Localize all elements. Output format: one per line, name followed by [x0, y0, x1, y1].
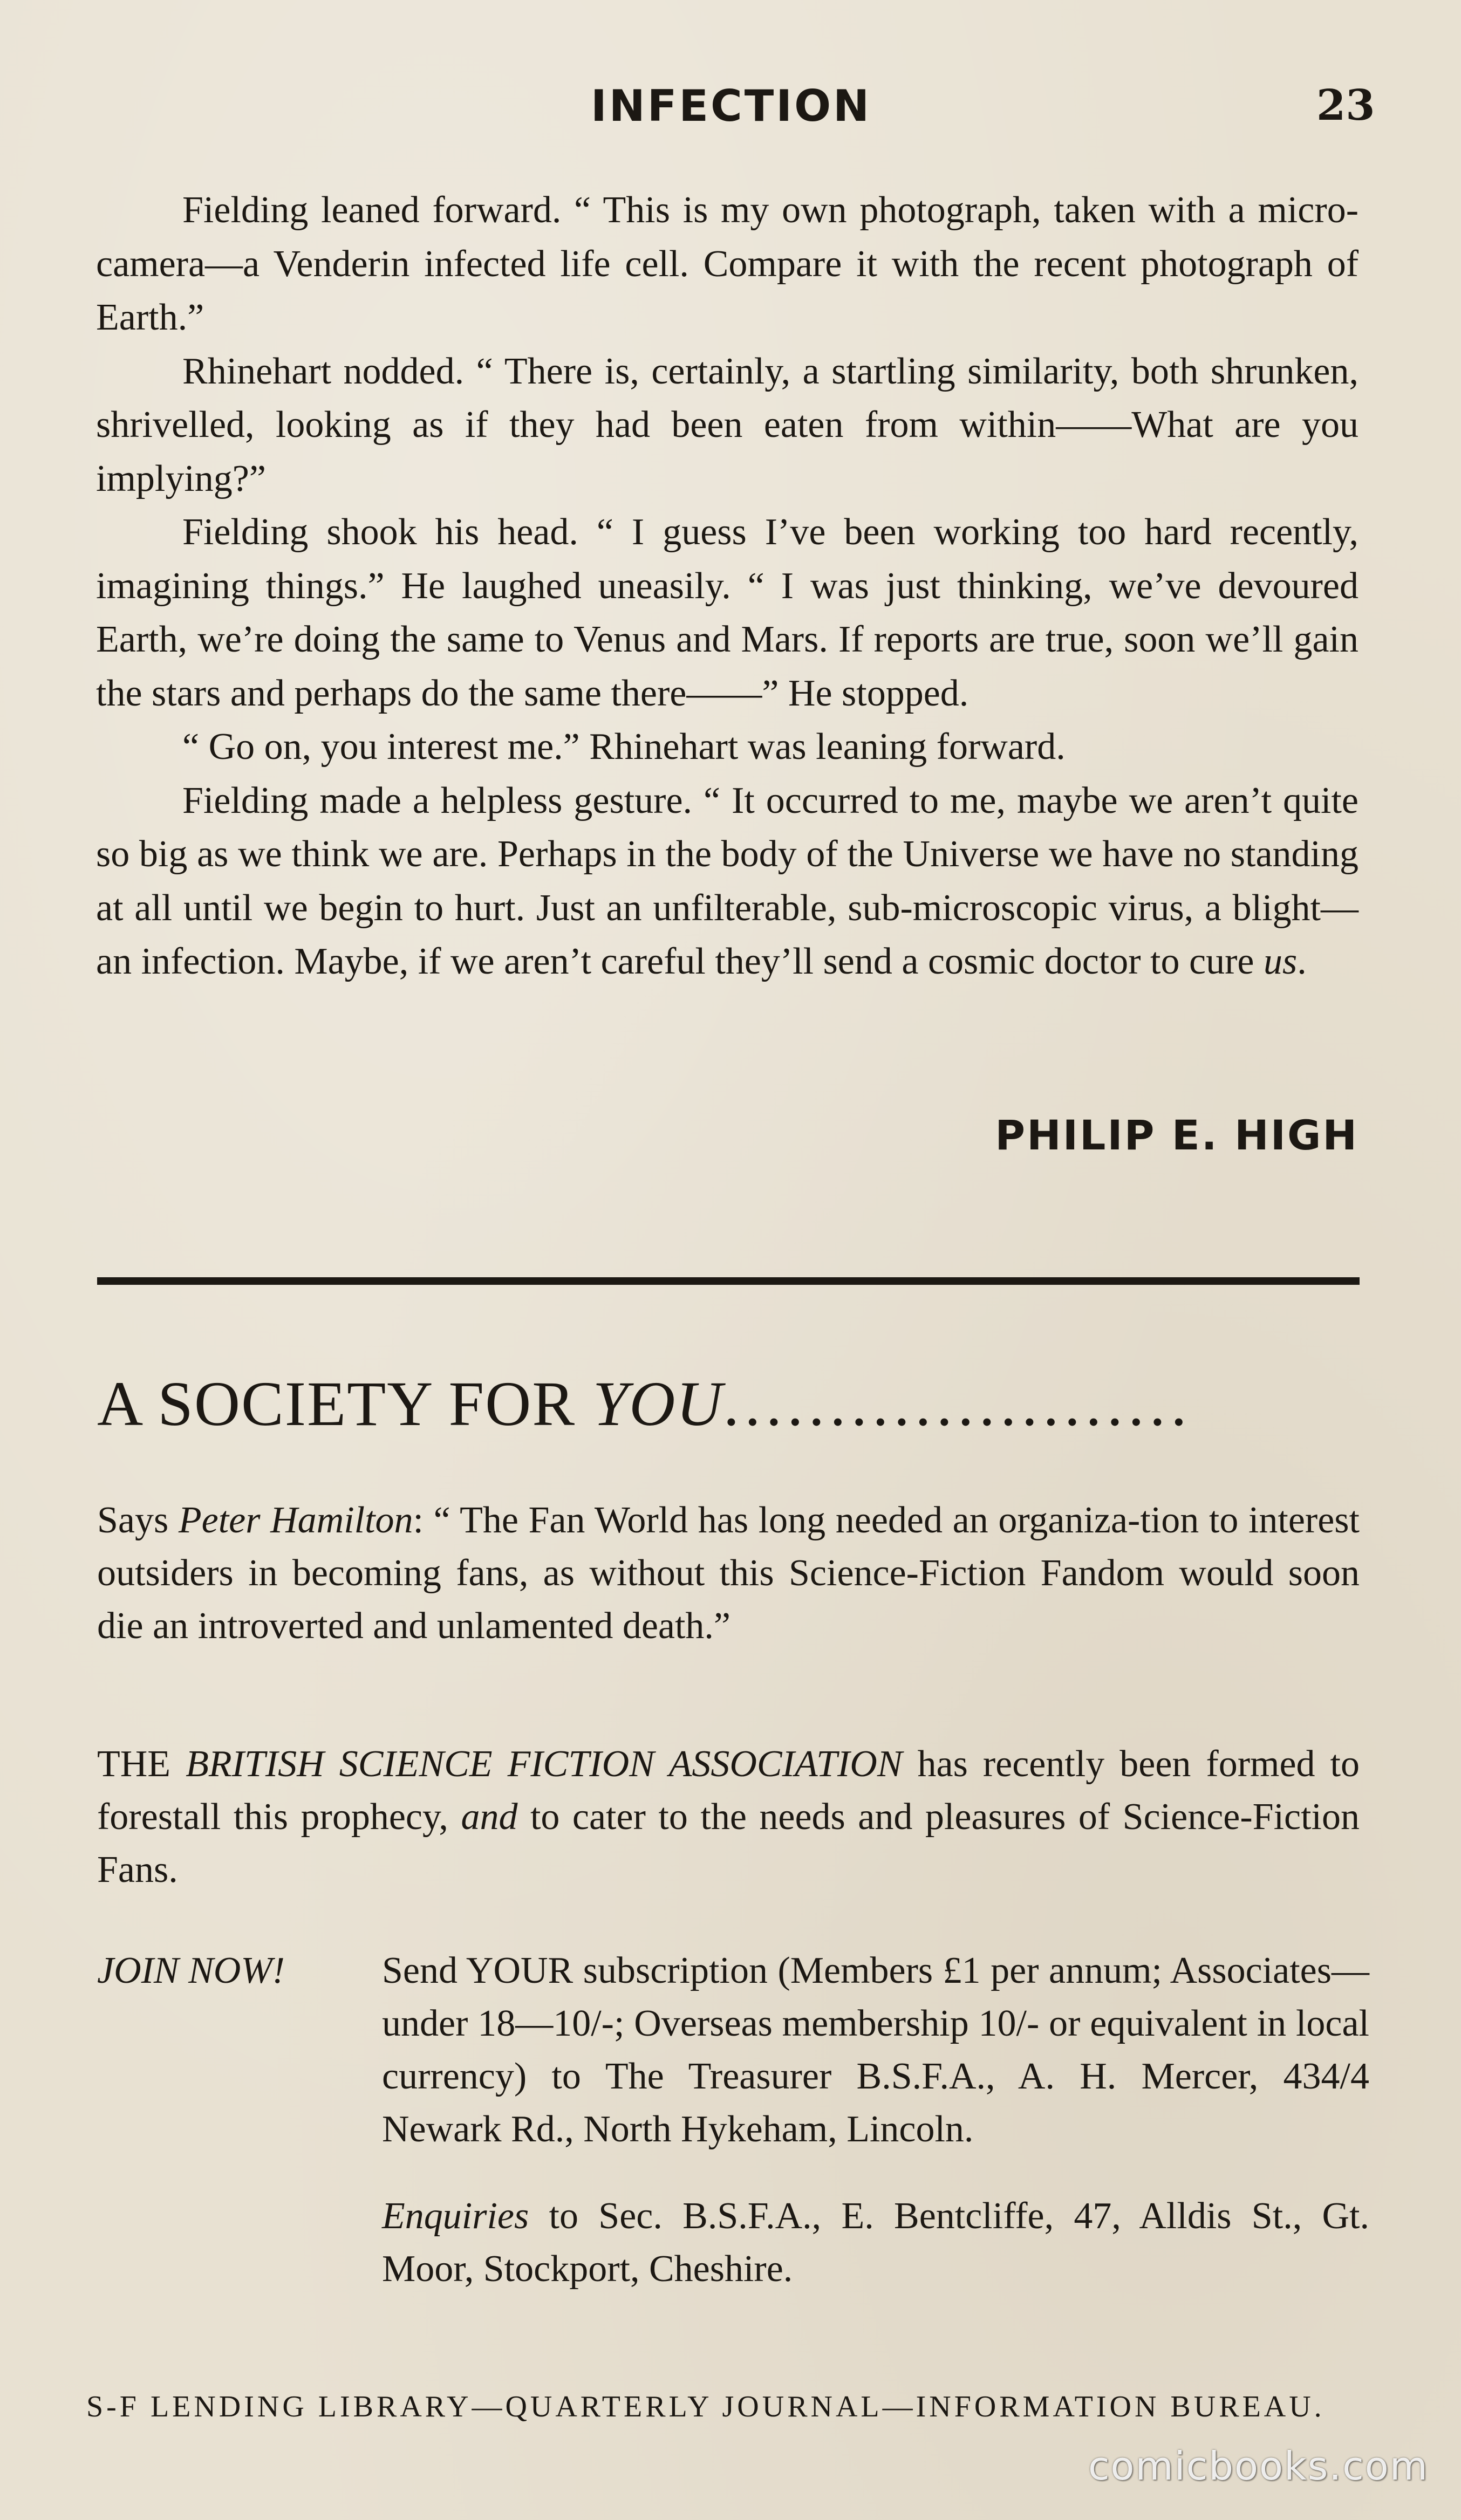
- quote-text: : “ The Fan World has long needed an organiza-tion to interest outsiders in becoming fans, as without this Science-Fiction Fandom would soon die an introverted and unlamented death.”: [97, 1499, 1360, 1647]
- enquiries-details: [382, 2190, 1369, 2296]
- story-paragraph: “ Go on, you interest me.” Rhinehart was leaning forward.: [182, 726, 1066, 768]
- quote-prefix: Says: [97, 1499, 179, 1541]
- society-heading: [97, 1367, 1360, 1441]
- page-number: 23: [1316, 81, 1375, 130]
- site-watermark: comicbooks.com: [1088, 2443, 1429, 2489]
- assoc-the: THE: [97, 1743, 186, 1785]
- hamilton-quote: [97, 1494, 1360, 1653]
- assoc-and: and: [461, 1796, 518, 1838]
- author-byline: PHILIP E. HIGH: [995, 1111, 1358, 1159]
- quote-person: Peter Hamilton: [178, 1499, 413, 1541]
- final-paragraph-text: Fielding made a helpless gesture. “ It occurred to me, maybe we aren’t quite so big as we think we are. Perhaps in the body of the Universe we have no standing at all until we begin to hurt. Just an unfilterable, sub-microscopic virus, a blight—an infection. Maybe, if we aren’t careful they’ll send a cosmic doctor to cure: [96, 779, 1358, 982]
- running-title: INFECTION: [591, 81, 872, 131]
- story-paragraph: [96, 774, 1358, 989]
- story-paragraph: Fielding leaned forward. “ This is my own photograph, taken with a micro-camera—a Venderin infected life cell. Compare it with the recent photograph of Earth.”: [96, 189, 1358, 338]
- subscription-details: Send YOUR subscription (Members £1 per annum; Associates—under 18—10/-; Overseas membership 10/- or equivalent in local currency) to The Treasurer B.S.F.A., A. H. Mercer, 434/4 Newark Rd., North Hykeham, Lincoln.: [382, 1950, 1369, 2150]
- final-paragraph-emphasis: us: [1263, 941, 1298, 982]
- section-divider: [97, 1277, 1360, 1285]
- heading-emphasis: YOU: [592, 1368, 723, 1439]
- story-text: [96, 183, 1358, 989]
- story-paragraph: Fielding shook his head. “ I guess I’ve been working too hard recently, imagining things.” He laughed uneasily. “ I was just thinking, we’ve devoured Earth, we’re doing the same to Venus and Mars. If reports are true, soon we’ll gain the stars and perhaps do the same there——” He stopped.: [96, 511, 1358, 714]
- enquiries-label: Enquiries: [382, 2195, 529, 2237]
- story-paragraph: Rhinehart nodded. “ There is, certainly, a startling similarity, both shrunken, shrivelled, looking as if they had been eaten from within——What are you implying?”: [96, 350, 1358, 499]
- association-paragraph: [97, 1738, 1360, 1896]
- assoc-name: BRITISH SCIENCE FICTION ASSOCIATION: [186, 1743, 903, 1785]
- footer-tagline: S-F LENDING LIBRARY—QUARTERLY JOURNAL—INFORMATION BUREAU.: [86, 2390, 1325, 2423]
- assoc-text-2: to cater to the needs and pleasures of Science-Fiction Fans.: [97, 1796, 1360, 1891]
- join-now-label: JOIN NOW!: [97, 1950, 285, 1991]
- final-paragraph-end: .: [1297, 941, 1307, 982]
- heading-text: A SOCIETY FOR: [97, 1368, 593, 1439]
- heading-leader-dots: ......................: [723, 1368, 1192, 1439]
- assoc-text-1: has recently been formed to forestall this prophecy,: [97, 1743, 1360, 1838]
- enquiries-address: to Sec. B.S.F.A., E. Bentcliffe, 47, Alldis St., Gt. Moor, Stockport, Cheshire.: [382, 2195, 1369, 2290]
